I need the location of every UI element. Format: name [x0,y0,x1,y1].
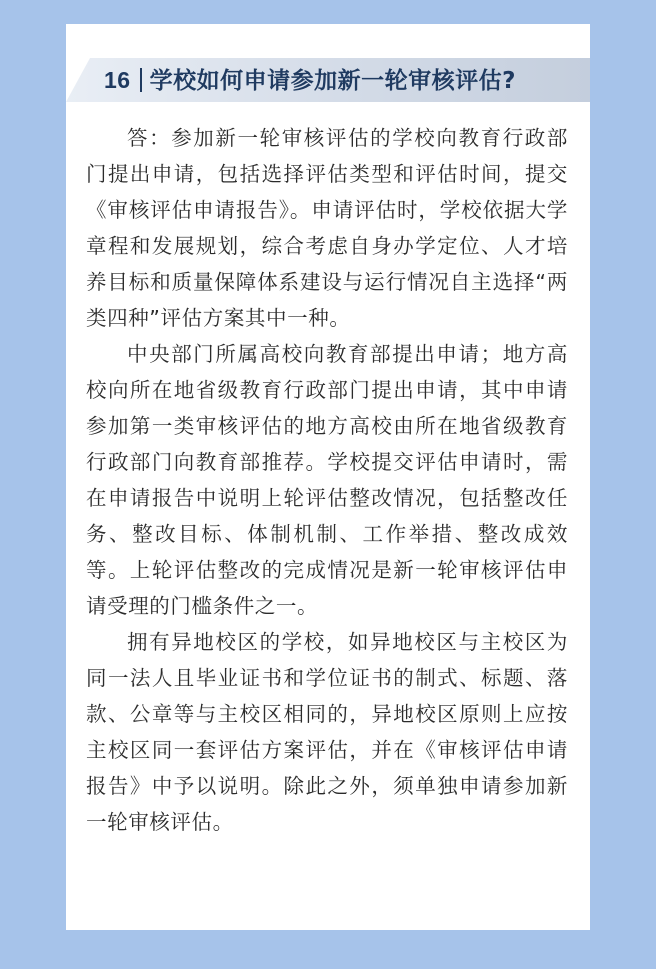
answer-paragraph-1: 答：参加新一轮审核评估的学校向教育行政部门提出申请，包括选择评估类型和评估时间，提交《审核评估申请报告》。申请评估时，学校依据大学章程和发展规划，综合考虑自身办学定位、人才培养目标和质量保障体系建设与运行情况自主选择“两类四种”评估方案其中一种。 [86,126,568,330]
question-number: 16 [104,67,131,93]
title-separator [140,68,142,92]
answer-paragraph-2: 中央部门所属高校向教育部提出申请；地方高校向所在地省级教育行政部门提出申请，其中申请参加第一类审核评估的地方高校由所在地省级教育行政部门向教育部推荐。学校提交评估申请时，需在申请报告中说明上轮评估整改情况，包括整改任务、整改目标、体制机制、工作举措、整改成效等。上轮评估整改的完成情况是新一轮审核评估申请受理的门槛条件之一。 [86,342,568,618]
answer-paragraph-3: 拥有异地校区的学校，如异地校区与主校区为同一法人且毕业证书和学位证书的制式、标题、落款、公章等与主校区相同的，异地校区原则上应按主校区同一套评估方案评估，并在《审核评估申请报告》中予以说明。除此之外，须单独申请参加新一轮审核评估。 [86,630,568,834]
page-title [104,58,516,102]
title-banner-notch [66,58,90,102]
answer-body [86,120,568,840]
title-banner [66,58,590,102]
question-title: 学校如何申请参加新一轮审核评估? [149,68,516,94]
document-card [66,24,590,930]
